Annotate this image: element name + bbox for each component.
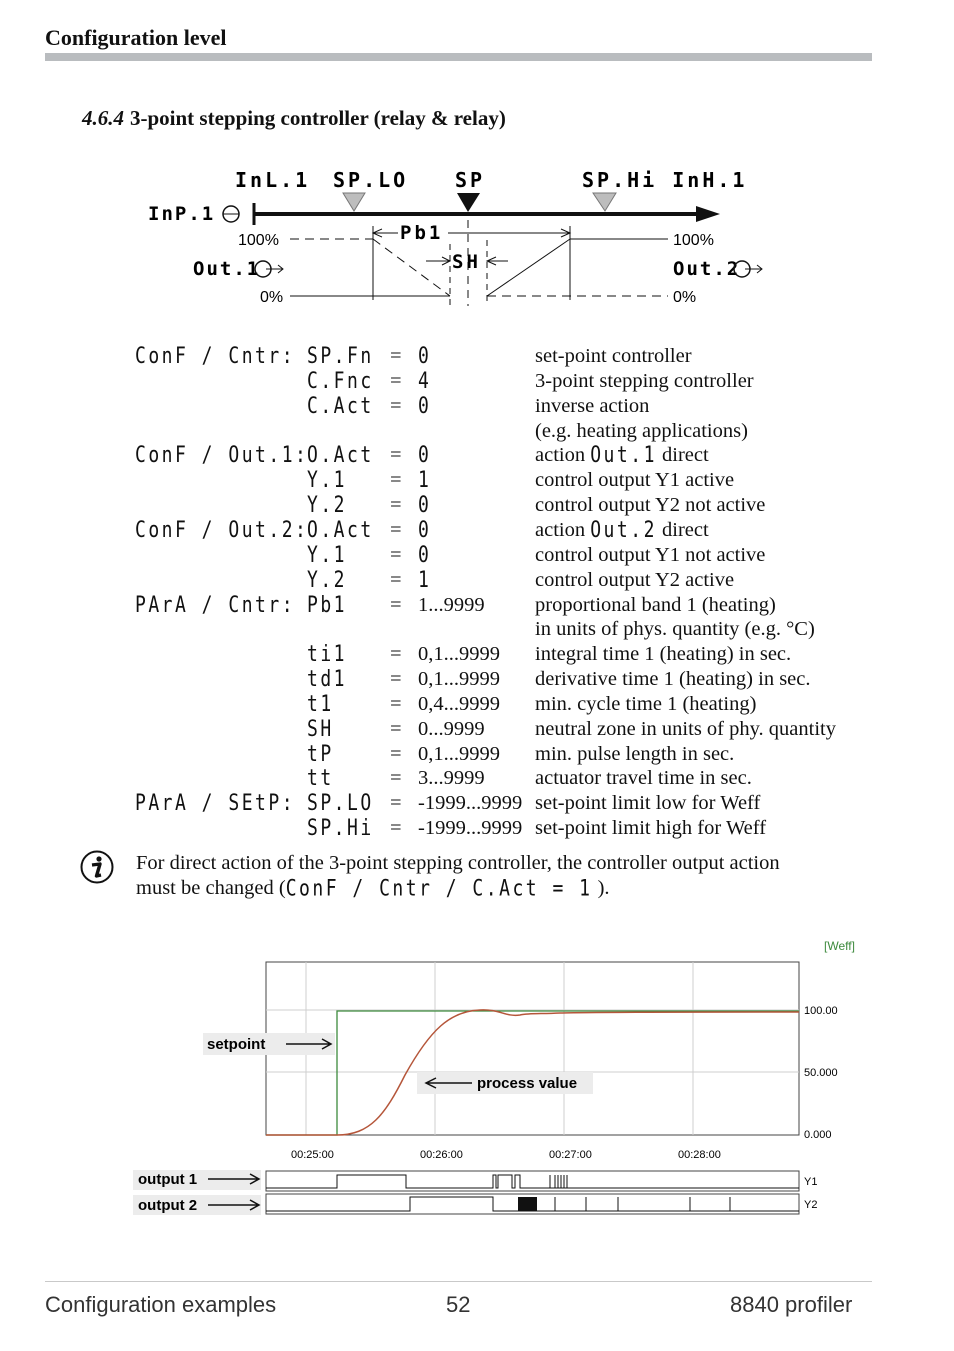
param-value [418,518,431,544]
param-desc-pre: action [535,518,591,541]
output2-pulse-block [518,1197,537,1211]
y-tick-0: 0.000 [804,1129,832,1141]
x-tick-1: 00:25:00 [291,1149,334,1161]
x-tick-4: 00:28:00 [678,1149,721,1161]
param-equals: = [390,494,402,517]
param-group-label-code: PArA / Cntr: [135,591,296,618]
info-icon [80,850,114,884]
param-name-code: O.Act [307,517,374,544]
splo-label: SP.LO [333,168,409,192]
y1-label: Y1 [804,1176,818,1188]
note-code: ConF / Cntr / C.Act = 1 [285,875,593,902]
param-description: control output Y2 not active [535,494,766,517]
param-value-code: 1 [418,467,432,494]
param-name [307,593,347,619]
param-group-label-code: ConF / Cntr: [135,343,296,370]
pct0-right: 0% [673,289,697,306]
out2-ramp [487,239,570,296]
param-equals: = [390,593,402,616]
param-value: 1...9999 [418,593,485,616]
param-equals: = [390,469,402,492]
param-name [307,369,374,395]
param-name-code: Y.2 [307,566,348,594]
input-axis-arrow [696,206,720,222]
param-name [307,518,374,544]
param-description: set-point limit low for Weff [535,792,761,815]
param-description [535,518,709,544]
param-value-code: 0 [418,492,432,519]
param-description: control output Y1 active [535,469,735,492]
param-name [307,692,334,718]
sh-label: SH [452,251,481,273]
sphi-inh1-label: SP.Hi InH.1 [582,168,748,192]
page-number: 52 [446,1292,471,1317]
out2-label: Out.2 [673,258,741,280]
trend-chart [130,935,870,1220]
param-name-code: td1 [307,666,348,693]
footer-section: Configuration examples [45,1292,277,1317]
param-description: min. pulse length in sec. [535,742,735,765]
pb1-label: Pb1 [400,222,444,244]
param-description: derivative time 1 (heating) in sec. [535,668,811,691]
param-name [307,816,374,842]
param-value: -1999...9999 [418,817,523,840]
pb1-arrow-right [448,229,570,237]
param-value-code: 0 [418,343,432,370]
sh-arrow-right [487,257,508,265]
footer-product: 8840 profiler [730,1292,853,1317]
y2-label: Y2 [804,1199,818,1211]
sphi-marker [593,193,616,211]
param-desc-post: direct [656,444,709,467]
pct0-left: 0% [260,289,284,306]
param-name-code: SP.LO [307,790,374,817]
param-description: inverse action [535,394,650,417]
out2-connector-arrow [745,265,762,273]
param-group-label [135,344,295,370]
header-bar [45,53,872,61]
pct100-right: 100% [673,232,714,249]
note-line-2-pre: must be changed ( [136,877,286,899]
param-equals: = [390,717,402,740]
param-value-code: 0 [418,541,432,569]
param-group-label-code: ConF / Out.1: [135,442,309,469]
param-description: actuator travel time in sec. [535,767,752,790]
note-text [136,851,876,901]
param-equals: = [390,792,402,815]
param-desc-post: direct [656,518,709,541]
param-equals: = [390,518,402,541]
x-tick-2: 00:26:00 [420,1149,463,1161]
param-value: 0,1...9999 [418,668,500,691]
param-name [307,568,347,594]
param-name [307,543,347,569]
param-description: min. cycle time 1 (heating) [535,692,757,715]
section-heading [82,106,506,131]
param-name-code: Y.1 [307,467,348,494]
param-description: set-point controller [535,345,692,367]
param-equals: = [390,568,402,591]
output2-label: output 2 [138,1197,198,1214]
param-description: integral time 1 (heating) in sec. [535,643,792,666]
param-group-label [135,791,295,817]
setpoint-label: setpoint [207,1036,266,1053]
note-line-2 [136,876,876,901]
param-description: proportional band 1 (heating) [535,593,776,616]
param-value-code: 0 [418,392,432,420]
param-equals: = [390,345,402,367]
param-name-code: SP.Fn [307,343,374,370]
param-equals: = [390,543,402,566]
section-title: 3-point stepping controller (relay & relay) [130,106,506,130]
param-group-label-code: PArA / SEtP: [135,790,296,817]
section-number: 4.6.4 [82,106,124,130]
param-value-code: 1 [418,566,432,594]
param-desc-code: Out.1 [590,442,657,469]
trend-plot-area [266,962,799,1135]
param-name [307,394,374,420]
param-value: 0,4...9999 [418,692,500,715]
footer-rule [45,1281,872,1282]
param-equals: = [390,643,402,666]
param-equals: = [390,742,402,765]
param-name-code: Pb1 [307,591,348,618]
output1-label: output 1 [138,1171,198,1188]
pct100-left: 100% [238,232,279,249]
control-diagram [130,160,790,310]
param-group-label [135,518,308,544]
page-header-title: Configuration level [45,25,227,50]
param-value: 0...9999 [418,717,485,740]
param-description: neutral zone in units of phy. quantity [535,717,836,740]
note-line-1: For direct action of the 3-point stepping controller, the controller output action [136,852,780,874]
param-equals: = [390,767,402,790]
param-value-code: 0 [418,442,432,469]
param-desc-code: Out.2 [590,517,657,544]
sh-arrow-left [426,257,450,265]
trend-unit-label: [Weff] [824,939,855,953]
splo-marker [343,193,365,211]
param-name-code: C.Fnc [307,367,374,395]
out1-ramp [373,239,450,296]
param-value [418,568,431,594]
param-value: 0,1...9999 [418,643,500,666]
inl1-label: InL.1 [235,168,311,192]
param-name-code: SH [307,715,334,743]
param-name-code: Y.1 [307,541,348,569]
x-tick-3: 00:27:00 [549,1149,592,1161]
param-equals: = [390,692,402,715]
param-description: set-point limit high for Weff [535,817,767,840]
param-equals: = [390,668,402,691]
param-description: (e.g. heating applications) [535,419,748,442]
param-description [535,443,709,469]
param-description: control output Y1 not active [535,543,766,566]
param-group-label-code: ConF / Out.2: [135,517,309,544]
out1-label: Out.1 [193,258,261,280]
param-desc-pre: action [535,444,591,467]
note-line-2-post: ). [592,877,610,899]
param-name [307,717,334,743]
param-name-code: t1 [307,691,334,718]
param-value: -1999...9999 [418,792,523,815]
param-equals: = [390,394,402,417]
param-name-code: O.Act [307,442,374,469]
param-equals: = [390,817,402,840]
param-name-code: ti1 [307,641,348,668]
param-value [418,369,431,395]
y-tick-100: 100.00 [804,1005,838,1017]
pb1-arrow-left [373,229,398,237]
param-name-code: SP.Hi [307,815,374,842]
y-tick-50: 50.000 [804,1067,838,1079]
param-equals: = [390,444,402,467]
param-description: control output Y2 active [535,568,735,591]
sp-label: SP [455,168,486,192]
inp1-label: InP.1 [148,203,216,225]
param-value: 3...9999 [418,767,485,790]
param-value-code: 4 [418,367,432,395]
param-group-label [135,593,295,619]
param-group-label [135,443,308,469]
param-name-code: tP [307,740,334,767]
param-value [418,394,431,420]
param-name-code: C.Act [307,392,374,420]
param-name-code: Y.2 [307,492,348,519]
param-description: 3-point stepping controller [535,369,754,392]
sp-marker [457,193,480,212]
param-value: 0,1...9999 [418,742,500,765]
param-description: in units of phys. quantity (e.g. °C) [535,618,815,641]
param-name-code: tt [307,765,334,792]
process-value-label: process value [477,1075,578,1092]
param-equals: = [390,369,402,392]
param-value [418,543,431,569]
out1-connector-arrow [266,265,283,273]
param-value-code: 0 [418,517,432,544]
